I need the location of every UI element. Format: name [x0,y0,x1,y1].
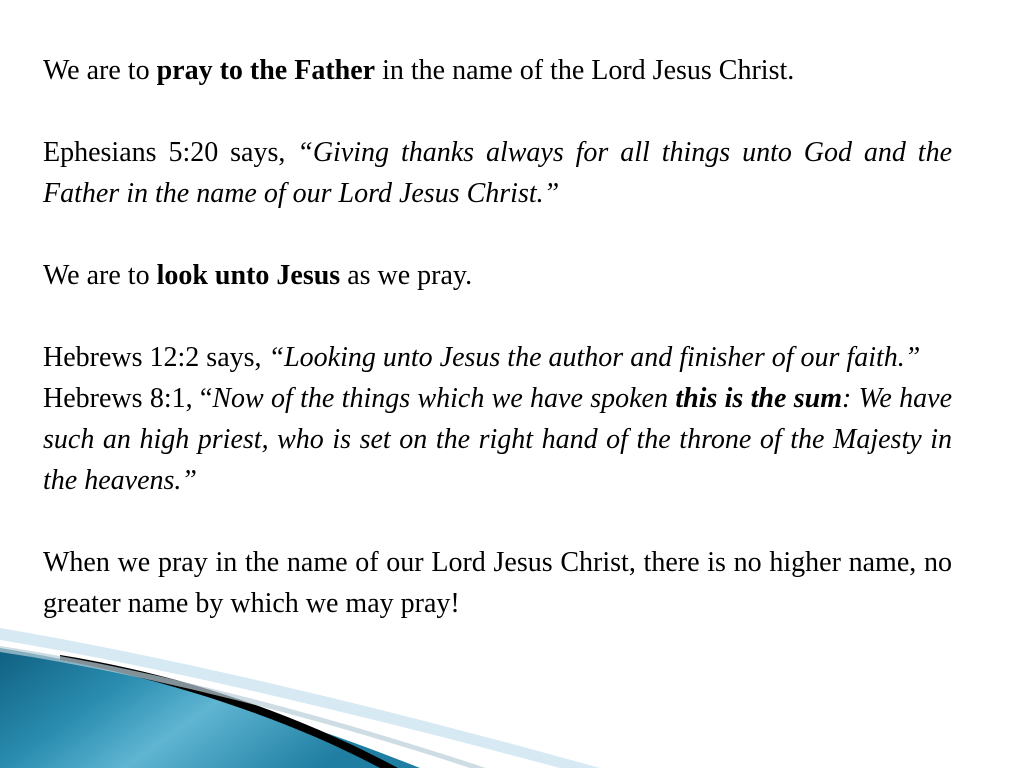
paragraph-ephesians [43,132,952,214]
text-segment: We are to [43,260,157,291]
spacer [43,91,952,132]
paragraph-hebrews-8 [43,378,952,501]
black-swoosh [60,655,398,768]
paragraph-pray-to-father [43,50,952,91]
emphasis-look-unto-jesus: look unto Jesus [156,260,341,291]
emphasis-this-is-the-sum: this is the sum [675,383,842,414]
text-segment: in the name of the Lord Jesus Christ. [375,55,795,86]
slide-body [43,50,952,624]
gray-swoosh [0,646,486,768]
paragraph-hebrews-12 [43,337,952,378]
scripture-quote: : We have such an high priest, who is set on the right hand of the throne of the Majesty in the heavens.” [43,383,952,496]
scripture-reference: Ephesians 5:20 says, [43,137,298,168]
text-segment: When we pray in the name of our Lord Jesus Christ, there is no higher name, no greater name by which we may pray! [43,547,952,619]
teal-swoosh [0,648,420,768]
text-segment: We are to [43,55,157,86]
scripture-quote: Now of the things which we have spoken [212,383,676,414]
paragraph-higher-name [43,542,952,624]
scripture-quote: “Looking unto Jesus the author and finisher of our faith.” [268,342,921,373]
light-swoosh [0,628,600,768]
spacer [43,214,952,255]
scripture-reference: Hebrews 8:1, “ [43,383,213,414]
spacer [43,501,952,542]
emphasis-pray-to-father: pray to the Father [156,55,376,86]
scripture-quote: “Giving thanks always for all things unto God and the Father in the name of our Lord Jesus Christ.” [43,137,953,209]
text-segment: as we pray. [340,260,473,291]
paragraph-look-unto-jesus [43,255,952,296]
scripture-reference: Hebrews 12:2 says, [43,342,269,373]
spacer [43,296,952,337]
